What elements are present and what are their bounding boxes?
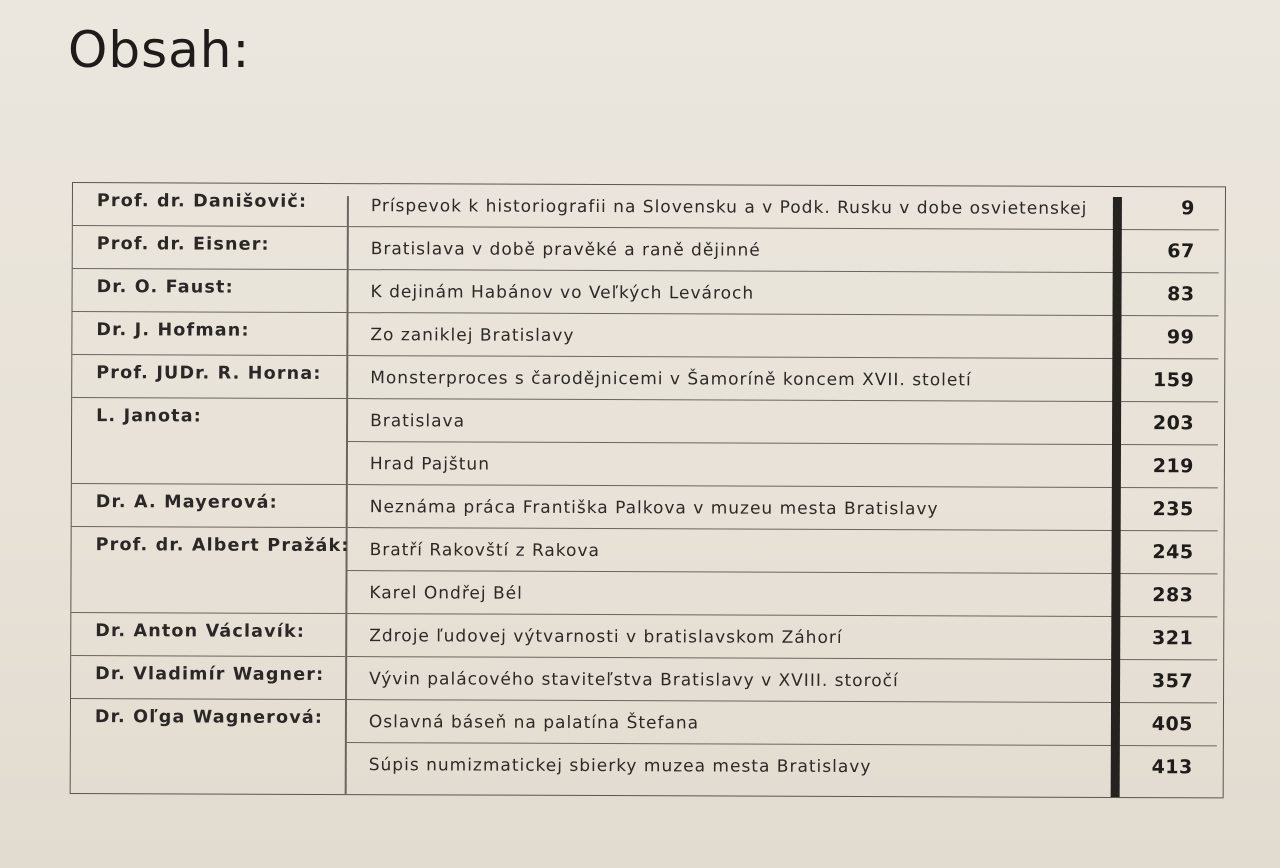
author-block: [72, 355, 346, 399]
author-name: Prof. dr. Danišovič:: [96, 191, 308, 212]
article-title: Neznáma práca Františka Palkova v muzeu mesta Bratislavy: [369, 497, 939, 520]
article-title: Bratislava: [370, 411, 466, 432]
contents-row: [348, 528, 1218, 574]
page-number: 413: [1151, 756, 1193, 779]
contents-row: [348, 485, 1218, 531]
contents-row: [348, 356, 1218, 402]
contents-row: [347, 614, 1217, 660]
author-name: Dr. Anton Václavík:: [95, 621, 306, 642]
article-title: Oslavná báseň na palatína Štefana: [368, 712, 700, 734]
article-title: Bratří Rakovští z Rakova: [369, 540, 600, 562]
author-block: [71, 613, 345, 657]
page-number: 203: [1152, 412, 1195, 435]
contents-row: [347, 571, 1217, 617]
author-block: [72, 484, 346, 528]
contents-row: [347, 657, 1217, 703]
article-title: Bratislava v době pravěké a raně dějinné: [370, 239, 761, 261]
author-block: [72, 398, 346, 485]
page-number: 357: [1151, 670, 1194, 693]
author-name: Dr. A. Mayerová:: [95, 492, 278, 513]
article-title: Monsterproces s čarodějnicemi v Šamoríně koncem XVII. století: [370, 368, 972, 391]
contents-row: [349, 184, 1219, 230]
author-block: [71, 527, 350, 614]
contents-row: [347, 700, 1217, 746]
page-number: 283: [1152, 584, 1194, 607]
contents-row: [347, 743, 1217, 789]
page-number: 99: [1166, 326, 1195, 349]
author-block: [73, 269, 347, 313]
author-name: Dr. O. Faust:: [96, 277, 234, 298]
author-block: [71, 699, 345, 794]
article-title: Zo zaniklej Bratislavy: [370, 325, 575, 346]
article-title: Vývin palácového staviteľstva Bratislavy v XVIII. storočí: [369, 669, 899, 692]
contents-row: [348, 399, 1218, 445]
author-name: Dr. Oľga Wagnerová:: [94, 707, 324, 728]
article-title: Príspevok k historiografii na Slovensku a v Podk. Rusku v dobe osvietenskej: [370, 196, 1088, 219]
contents-row: [348, 442, 1218, 488]
page-number: 219: [1152, 455, 1194, 478]
page-number: 83: [1167, 283, 1195, 306]
article-title: Zdroje ľudovej výtvarnosti v bratislavskom Záhorí: [369, 626, 843, 648]
author-name: L. Janota:: [96, 406, 203, 427]
author-block: [73, 226, 347, 270]
author-block: [71, 656, 345, 700]
author-name: Prof. dr. Albert Pražák:: [95, 535, 350, 557]
page-number: 159: [1153, 369, 1195, 392]
contents-table: [70, 182, 1226, 798]
article-title: Súpis numizmatickej sbierky muzea mesta Bratislavy: [368, 755, 872, 778]
author-name: Dr. Vladimír Wagner:: [95, 664, 325, 685]
author-name: Dr. J. Hofman:: [96, 320, 250, 341]
page-title: Obsah:: [68, 21, 251, 79]
author-block: [73, 183, 347, 227]
author-name: Prof. dr. Eisner:: [96, 234, 270, 255]
author-block: [72, 312, 346, 356]
article-title: K dejinám Habánov vo Veľkých Levároch: [370, 282, 755, 304]
page-number: 321: [1152, 627, 1194, 650]
page-number: 67: [1167, 240, 1195, 263]
page-number: 235: [1152, 498, 1194, 521]
page-number: 9: [1181, 197, 1195, 220]
contents-row: [349, 227, 1219, 273]
author-name: Prof. JUDr. R. Horna:: [96, 363, 322, 384]
article-title: Karel Ondřej Bél: [369, 583, 523, 604]
contents-row: [348, 313, 1218, 359]
contents-row: [348, 270, 1218, 316]
article-title: Hrad Pajštun: [369, 454, 491, 475]
page-number: 245: [1152, 541, 1194, 564]
page-number: 405: [1151, 713, 1193, 736]
